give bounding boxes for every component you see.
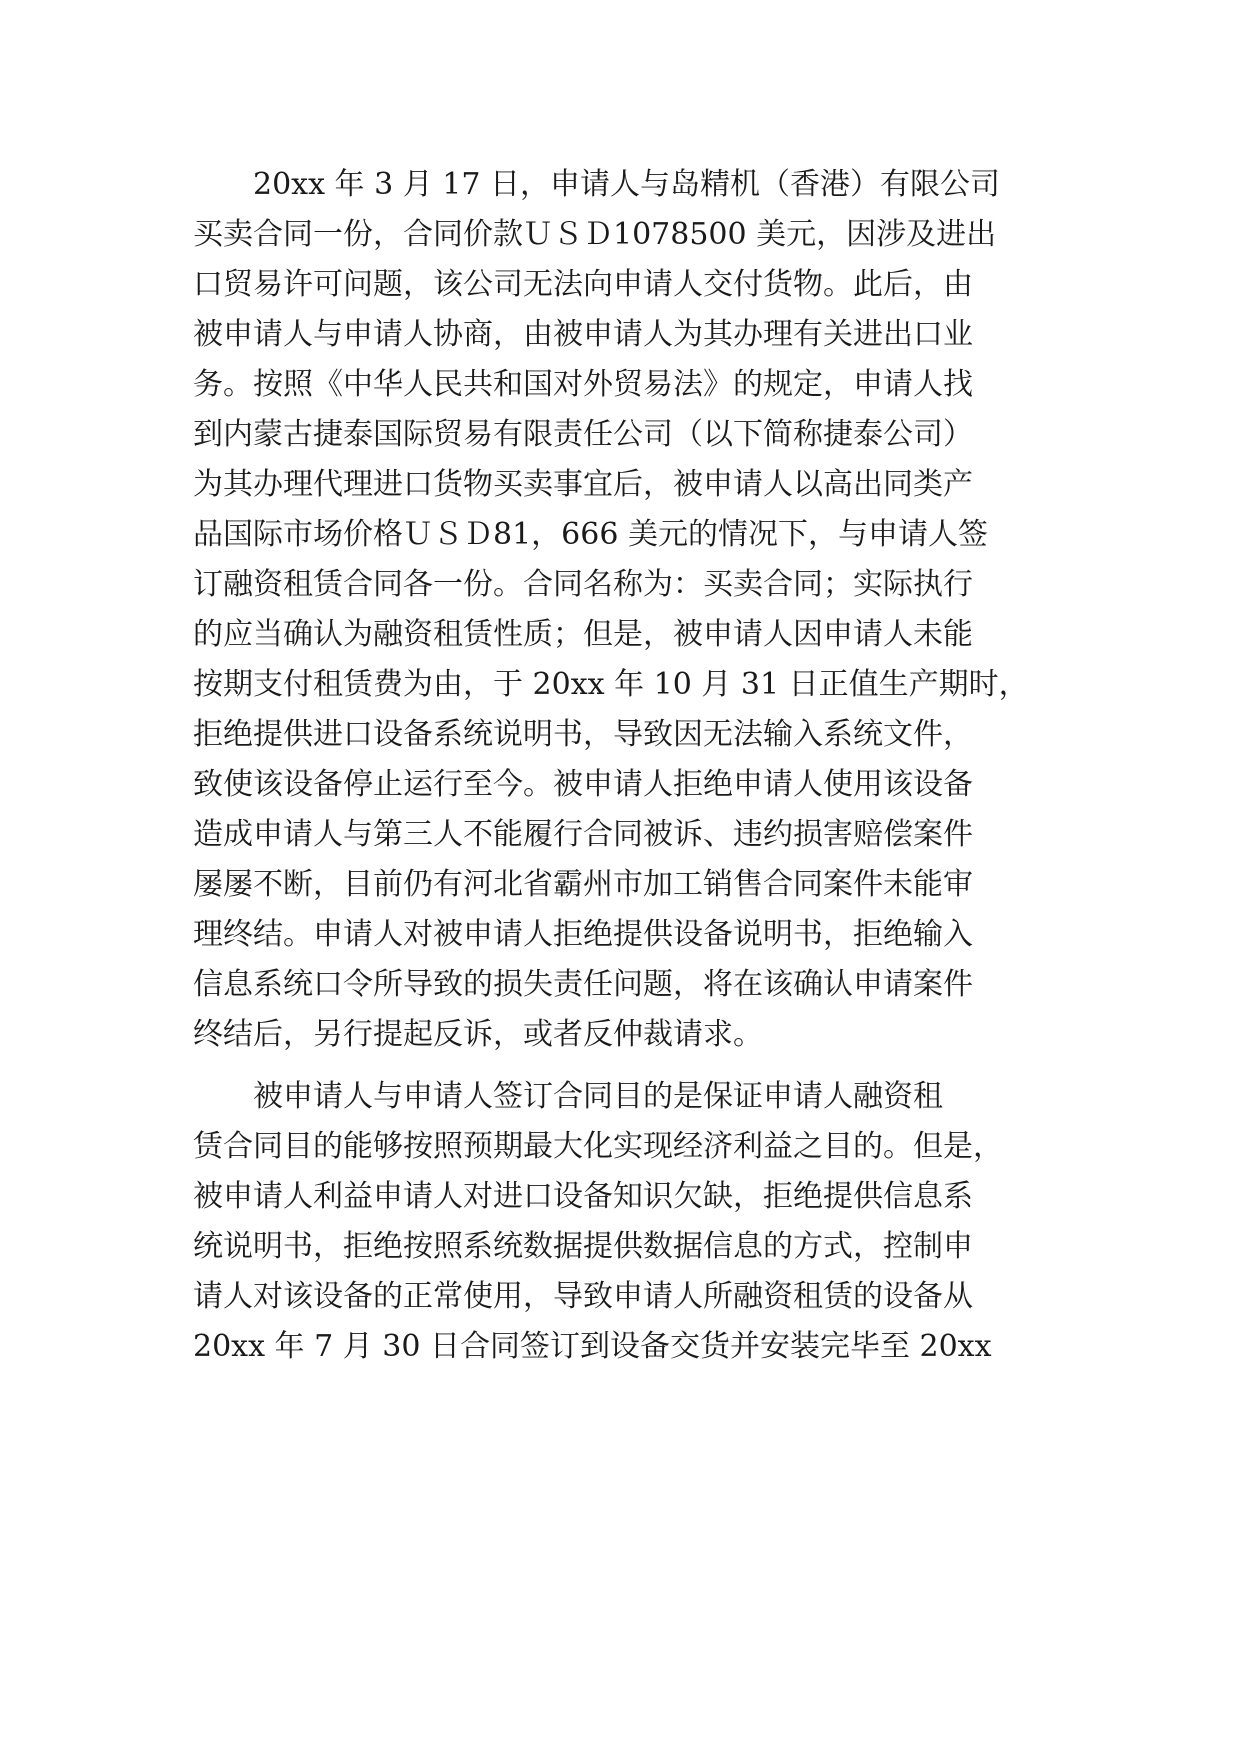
text-line: 为其办理代理进口货物买卖事宜后，被申请人以高出同类产 [193, 467, 973, 502]
text-line: 信息系统口令所导致的损失责任问题，将在该确认申请案件 [193, 967, 973, 1002]
text-line: 造成申请人与第三人不能履行合同被诉、违约损害赔偿案件 [193, 817, 973, 852]
document-body [193, 160, 1053, 1372]
text-line: 被申请人与申请人签订合同目的是保证申请人融资租 [253, 1079, 943, 1114]
text-line: 理终结。申请人对被申请人拒绝提供设备说明书，拒绝输入 [193, 917, 973, 952]
text-line: 按期支付租赁费为由，于 20xx 年 10 月 31 日正值生产期时， [193, 667, 1029, 702]
text-line: 务。按照《中华人民共和国对外贸易法》的规定，申请人找 [193, 367, 973, 402]
text-line: 品国际市场价格ＵＳＤ81，666 美元的情况下，与申请人签 [193, 517, 988, 552]
text-line: 20xx 年 7 月 30 日合同签订到设备交货并安装完毕至 20xx [193, 1329, 992, 1364]
text-line: 订融资租赁合同各一份。合同名称为：买卖合同；实际执行 [193, 567, 973, 602]
text-line: 请人对该设备的正常使用，导致申请人所融资租赁的设备从 [193, 1279, 973, 1314]
paragraph-2 [193, 1072, 1053, 1372]
text-line: 赁合同目的能够按照预期最大化实现经济利益之目的。但是， [193, 1129, 1003, 1164]
text-line: 到内蒙古捷泰国际贸易有限责任公司（以下简称捷泰公司） [193, 417, 973, 452]
text-line: 统说明书，拒绝按照系统数据提供数据信息的方式，控制申 [193, 1229, 973, 1264]
text-line: 屡屡不断，目前仍有河北省霸州市加工销售合同案件未能审 [193, 867, 973, 902]
text-line: 买卖合同一份，合同价款ＵＳＤ1078500 美元，因涉及进出 [193, 217, 997, 252]
text-line: 被申请人与申请人协商，由被申请人为其办理有关进出口业 [193, 317, 973, 352]
text-line: 终结后，另行提起反诉，或者反仲裁请求。 [193, 1017, 763, 1052]
text-line: 20xx 年 3 月 17 日，申请人与岛精机（香港）有限公司 [253, 167, 1000, 202]
text-line: 拒绝提供进口设备系统说明书，导致因无法输入系统文件， [193, 717, 973, 752]
paragraph-spacer [193, 1060, 1053, 1072]
text-line: 口贸易许可问题，该公司无法向申请人交付货物。此后，由 [193, 267, 973, 302]
paragraph-1 [193, 160, 1053, 1060]
text-line: 的应当确认为融资租赁性质；但是，被申请人因申请人未能 [193, 617, 973, 652]
text-line: 被申请人利益申请人对进口设备知识欠缺，拒绝提供信息系 [193, 1179, 973, 1214]
text-line: 致使该设备停止运行至今。被申请人拒绝申请人使用该设备 [193, 767, 973, 802]
